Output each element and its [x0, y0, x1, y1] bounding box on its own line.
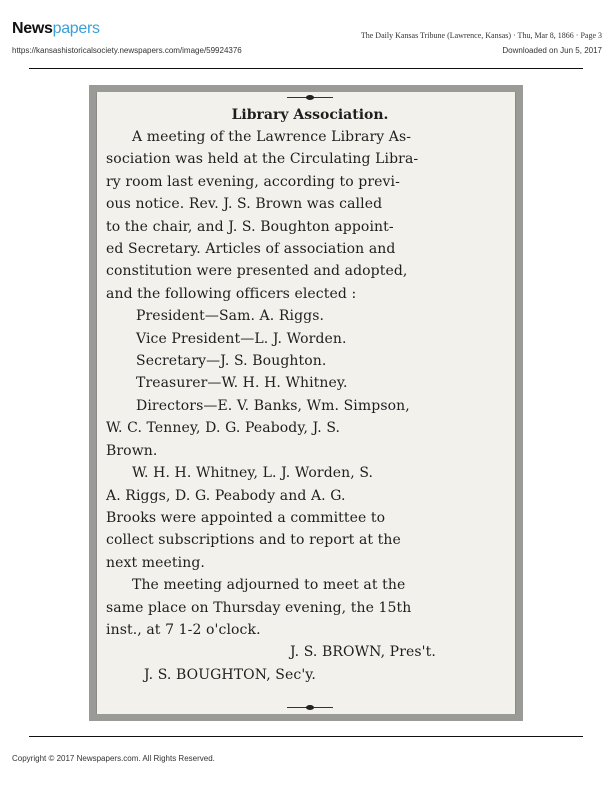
article-title: Library Association. — [231, 107, 389, 123]
signature-president: J. S. BROWN, Pres't. — [290, 644, 436, 661]
article-line: collect subscriptions and to report at the — [106, 532, 401, 549]
footer-divider — [29, 736, 583, 737]
image-url-link[interactable]: https://kansashistoricalsociety.newspapers.com/image/59924376 — [12, 46, 242, 55]
download-date: Downloaded on Jun 5, 2017 — [502, 46, 602, 55]
ornament-top-rule — [287, 96, 333, 99]
article-line: ous notice. Rev. J. S. Brown was called — [106, 196, 383, 213]
article-line: sociation was held at the Circulating Libra- — [106, 151, 419, 168]
article-line: inst., at 7 1-2 o'clock. — [106, 621, 261, 638]
officer-line: Secretary—J. S. Boughton. — [136, 353, 327, 370]
copyright-notice: Copyright © 2017 Newspapers.com. All Rights Reserved. — [12, 754, 215, 763]
officer-line: Treasurer—W. H. H. Whitney. — [136, 375, 348, 392]
article-line: same place on Thursday evening, the 15th — [106, 599, 412, 616]
newspaper-clipping — [89, 85, 523, 721]
header-divider — [29, 68, 583, 69]
signature-secretary: J. S. BOUGHTON, Sec'y. — [144, 666, 316, 683]
article-line: to the chair, and J. S. Boughton appoint- — [106, 218, 394, 235]
article-line: W. C. Tenney, D. G. Peabody, J. S. — [106, 420, 341, 437]
article-line: Brown. — [106, 442, 158, 459]
article-body — [106, 100, 514, 686]
officer-line: Vice President—L. J. Worden. — [136, 330, 347, 347]
article-line: and the following officers elected : — [106, 285, 357, 302]
publication-info: The Daily Kansas Tribune (Lawrence, Kansas) · Thu, Mar 8, 1866 · Page 3 — [360, 31, 602, 40]
logo-news-text: News — [12, 20, 53, 37]
article-line: Brooks were appointed a committee to — [106, 509, 386, 526]
article-line: A. Riggs, D. G. Peabody and A. G. — [106, 487, 346, 504]
article-line: constitution were presented and adopted, — [106, 263, 408, 280]
newspapers-logo[interactable] — [12, 20, 100, 38]
article-line: ed Secretary. Articles of association and — [106, 241, 396, 258]
article-line: The meeting adjourned to meet at the — [132, 577, 406, 594]
officer-line: Directors—E. V. Banks, Wm. Simpson, — [136, 397, 410, 414]
officer-line: President—Sam. A. Riggs. — [136, 308, 325, 325]
article-line: ry room last evening, according to previ- — [106, 173, 400, 190]
article-line: W. H. H. Whitney, L. J. Worden, S. — [132, 465, 374, 482]
clipping-paper — [96, 92, 516, 714]
article-line: A meeting of the Lawrence Library As- — [132, 129, 412, 145]
article-line: next meeting. — [106, 554, 205, 571]
logo-papers-text: papers — [52, 20, 100, 37]
ornament-bottom-rule — [287, 706, 333, 709]
